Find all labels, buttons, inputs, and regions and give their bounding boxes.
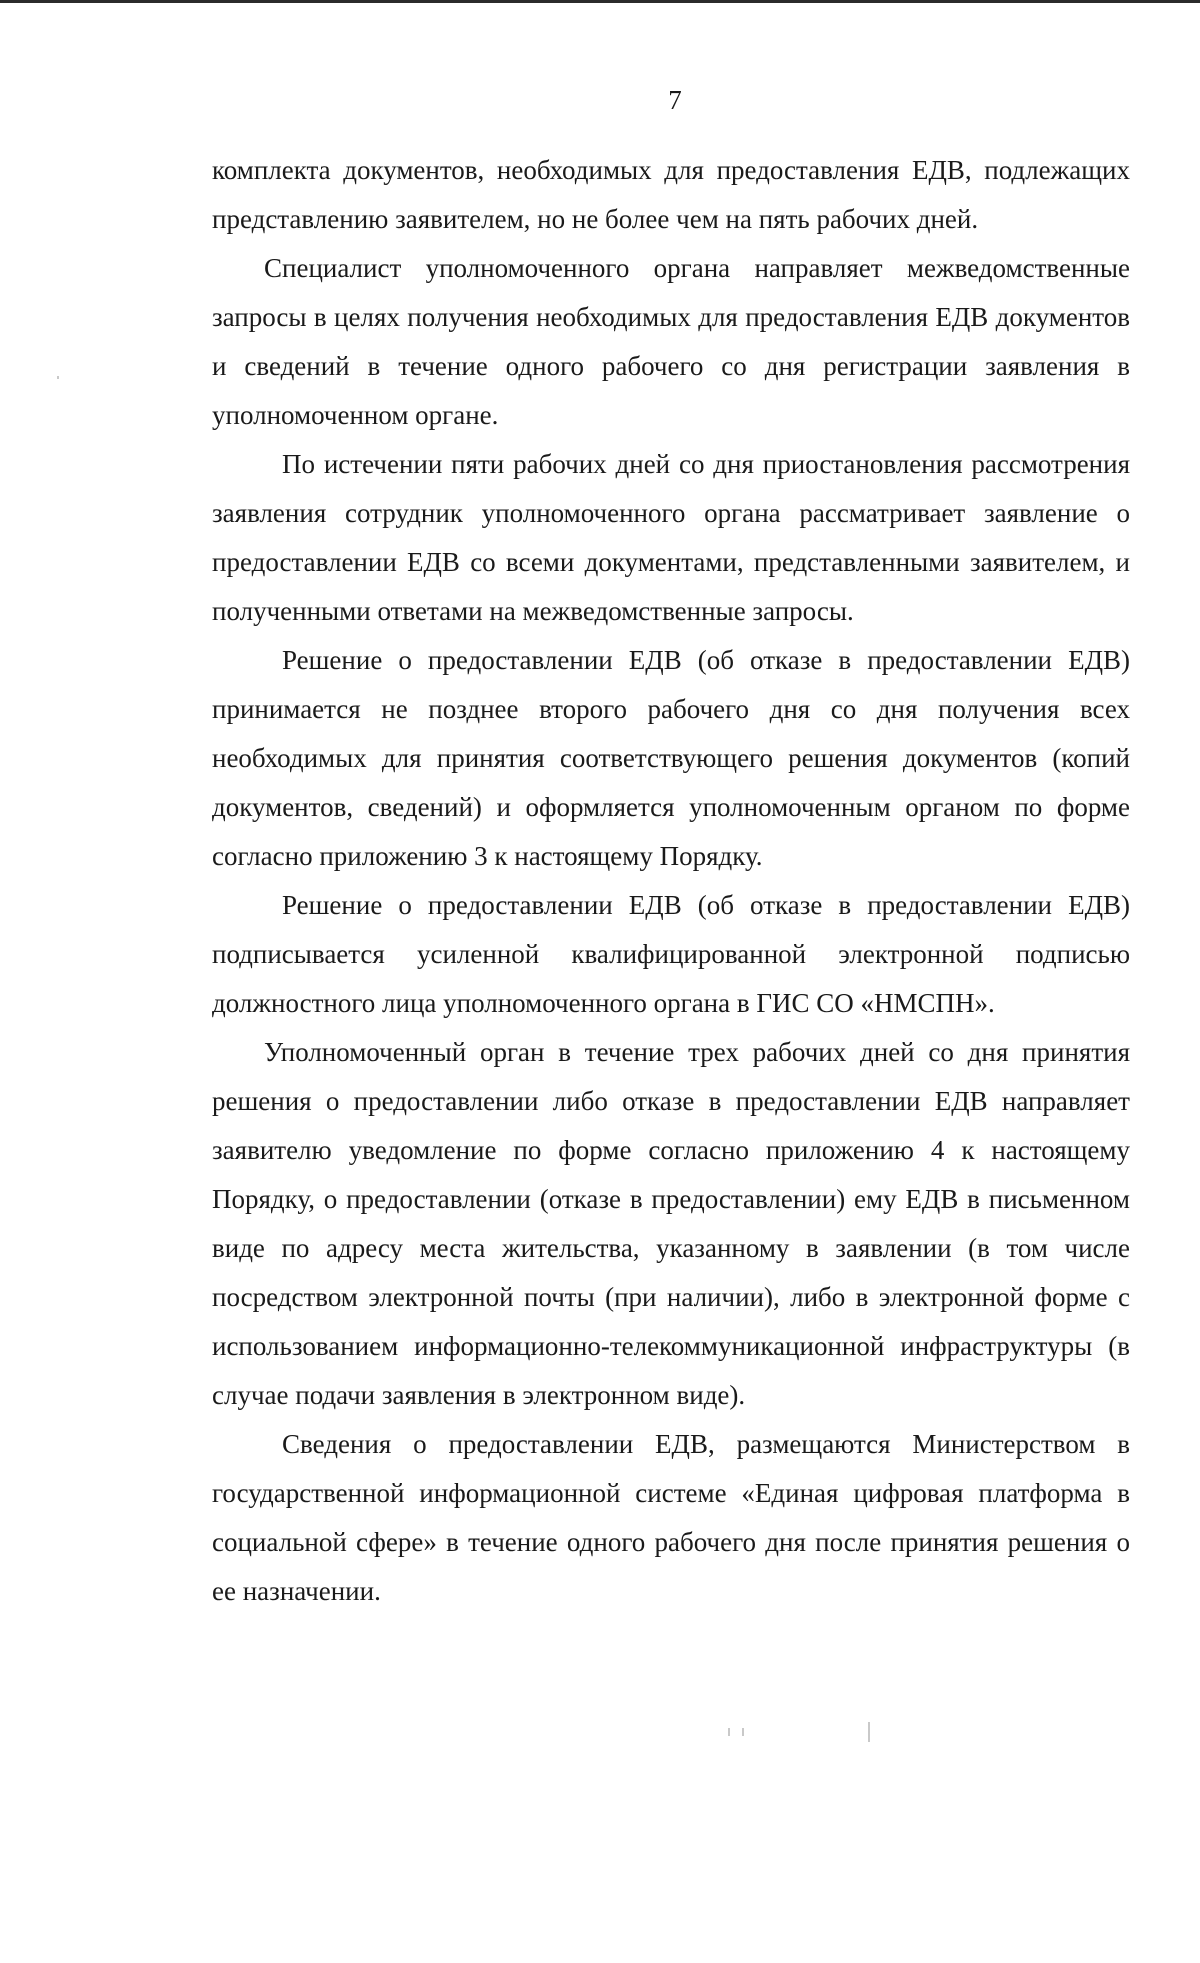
page-number: 7 xyxy=(668,85,682,115)
scan-artifact-dot xyxy=(728,1728,730,1736)
paragraph-6: Уполномоченный орган в течение трех рабочих дней со дня принятия решения о предоставлении либо отказе в предоставлении ЕДВ направляет заявителю уведомление по форме согласно приложению 4 к настоящему Порядку, о предоставлении (отказе в предоставлении) ему ЕДВ в письменном виде по адресу места жительства, указанному в заявлении (в том числе посредством электронной почты (при наличии), либо в электронной форме с использованием информационно-телекоммуникационной инфраструктуры (в случае подачи заявления в электронном виде). xyxy=(212,1037,1130,1410)
paragraph-7: Сведения о предоставлении ЕДВ, размещаются Министерством в государственной информационной системе «Единая цифровая платформа в социальной сфере» в течение одного рабочего дня после принятия решения о ее назначении. xyxy=(212,1429,1130,1606)
paragraph-4: Решение о предоставлении ЕДВ (об отказе в предоставлении ЕДВ) принимается не позднее второго рабочего дня со дня получения всех необходимых для принятия соответствующего решения документов (копий документов, сведений) и оформляется уполномоченным органом по форме согласно приложению 3 к настоящему Порядку. xyxy=(212,645,1130,871)
scan-artifact-mark xyxy=(868,1722,870,1742)
scan-artifact-dot xyxy=(742,1728,744,1736)
top-border-line xyxy=(0,0,1200,3)
paragraph-1: комплекта документов, необходимых для предоставления ЕДВ, подлежащих представлению заявителем, но не более чем на пять рабочих дней. xyxy=(212,155,1130,234)
document-body xyxy=(212,146,1130,1616)
scan-artifact-dot xyxy=(57,376,59,379)
paragraph-2: Специалист уполномоченного органа направляет межведомственные запросы в целях получения необходимых для предоставления ЕДВ документов и сведений в течение одного рабочего со дня регистрации заявления в уполномоченном органе. xyxy=(212,253,1130,430)
paragraph-3: По истечении пяти рабочих дней со дня приостановления рассмотрения заявления сотрудник уполномоченного органа рассматривает заявление о предоставлении ЕДВ со всеми документами, представленными заявителем, и полученными ответами на межведомственные запросы. xyxy=(212,449,1130,626)
paragraph-5: Решение о предоставлении ЕДВ (об отказе в предоставлении ЕДВ) подписывается усиленной квалифицированной электронной подписью должностного лица уполномоченного органа в ГИС СО «НМСПН». xyxy=(212,890,1130,1018)
